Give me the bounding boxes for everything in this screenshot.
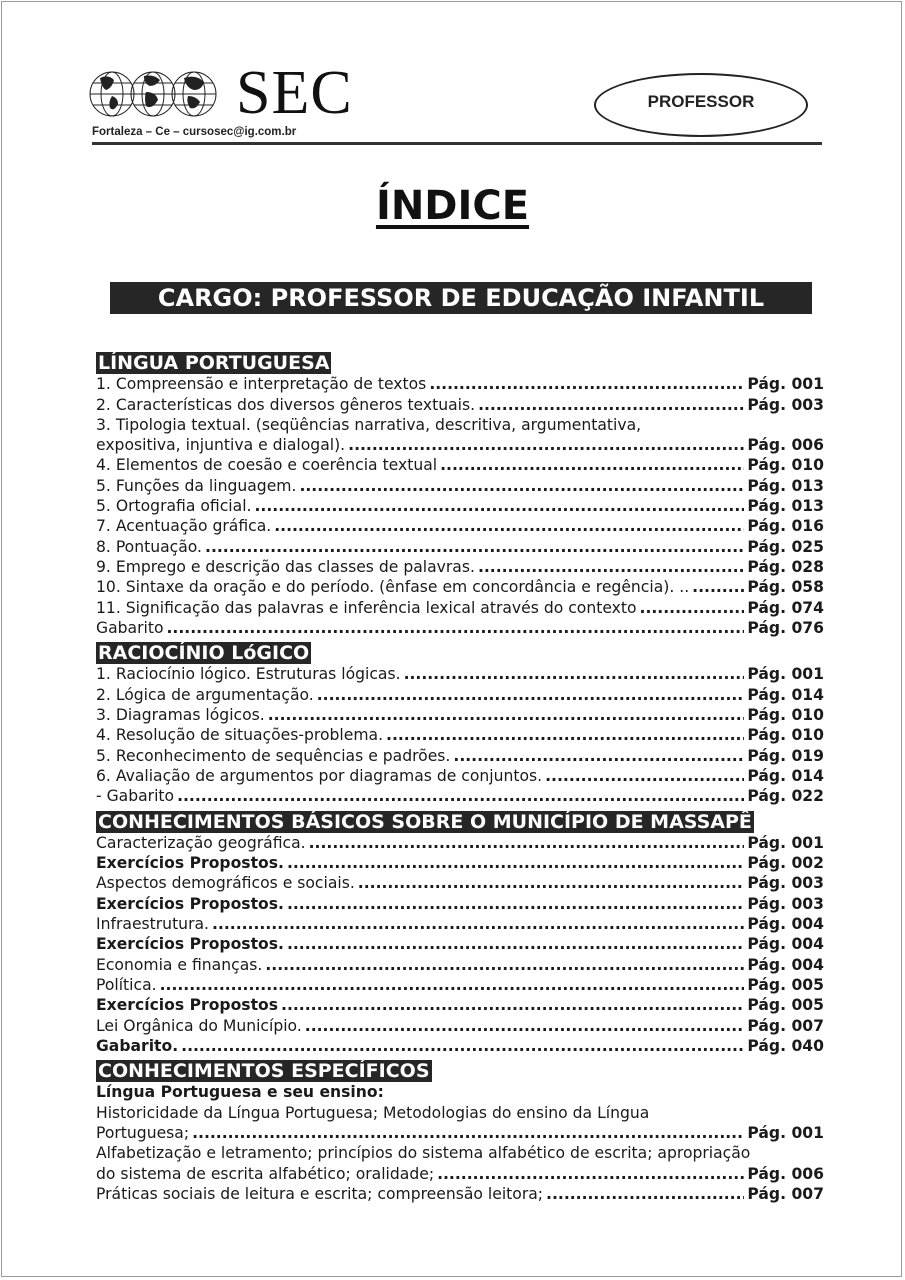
section-subheading: Língua Portuguesa e seu ensino: [96,1083,384,1102]
toc-entry-label: Portuguesa; [96,1123,190,1142]
page-title: ÍNDICE [375,183,530,229]
toc-entry-label: Política. [96,975,157,994]
toc-entry [96,435,824,455]
dot-leader [299,476,744,496]
toc-entry [96,537,824,557]
dot-leader [309,833,745,853]
toc-entry-label: 2. Características dos diversos gêneros textuais. [96,395,476,414]
toc-entry [96,894,824,914]
toc-line: Alfabetização e letramento; princípios do sistema alfabético de escrita; apropriação [96,1144,751,1163]
toc-entry-label: 2. Lógica de argumentação. [96,685,314,704]
toc-entry-page: Pág. 022 [747,787,824,806]
toc-entry-page: Pág. 006 [747,1164,824,1183]
toc-entry-label: 1. Raciocínio lógico. Estruturas lógicas. [96,665,401,684]
header-divider [92,142,822,145]
toc-entry [96,833,824,853]
toc-entry-page: Pág. 007 [747,1184,824,1203]
dot-leader [212,914,744,934]
toc-entry-label: - Gabarito [96,787,175,806]
toc-entry-label: 3. Diagramas lógicos. [96,706,265,725]
toc-entry-page: Pág. 001 [747,1123,824,1142]
toc-entry-label: 1. Compreensão e interpretação de textos [96,375,427,394]
toc-entry-page: Pág. 003 [747,395,824,414]
section-heading: CONHECIMENTOS BÁSICOS SOBRE O MUNICÍPIO DE MASSAPÊ [98,810,752,833]
contact-info: Fortaleza – Ce – cursosec@ig.com.br [92,126,297,138]
section-heading: CONHECIMENTOS ESPECÍFICOS [98,1060,430,1083]
toc-entry-page: Pág. 005 [747,975,824,994]
toc-entry-page: Pág. 028 [747,557,824,576]
toc-entry-page: Pág. 003 [747,874,824,893]
toc-entry [96,685,824,705]
toc-entry-label: 7. Acentuação gráfica. [96,517,272,536]
toc-entry-page: Pág. 013 [747,476,824,495]
toc-line: 3. Tipologia textual. (seqüências narrativa, descritiva, argumentativa, [96,415,642,434]
toc-entry [96,618,824,638]
toc-entry-page: Pág. 004 [747,915,824,934]
toc-entry-label: 8. Pontuação. [96,537,203,556]
cargo-banner: CARGO: PROFESSOR DE EDUCAÇÃO INFANTIL [110,282,812,314]
toc-line: Historicidade da Língua Portuguesa; Metodologias do ensino da Língua [96,1103,650,1122]
toc-entry [96,395,824,415]
dot-leader [167,618,745,638]
toc-entry-page: Pág. 019 [747,746,824,765]
dot-leader [255,496,745,516]
toc-entry [96,746,824,766]
toc-entry [96,557,824,577]
toc-entry-page: Pág. 040 [747,1036,824,1055]
toc-entry-page: Pág. 058 [747,578,824,597]
toc-entry-page: Pág. 025 [747,537,824,556]
toc-entry-page: Pág. 001 [747,665,824,684]
toc-entry-label: Gabarito [96,618,164,637]
toc-entry [96,873,824,893]
toc-entry-label: Lei Orgânica do Município. [96,1016,302,1035]
dot-leader [348,435,744,455]
toc-entry-page: Pág. 010 [747,726,824,745]
toc-entry [96,725,824,745]
dot-leader [317,685,745,705]
dot-leader [205,537,744,557]
dot-leader [358,873,745,893]
toc-entry [96,476,824,496]
brand-name: SEC [236,59,353,127]
toc-entry [96,598,824,618]
toc-entry [96,705,824,725]
dot-leader [453,746,744,766]
dot-leader [478,557,744,577]
toc-entry [96,664,824,684]
toc-entry [96,577,824,597]
toc-entry-label: Práticas sociais de leitura e escrita; compreensão leitora; [96,1184,544,1203]
toc-entry [96,934,824,954]
toc-entry-label: Economia e finanças. [96,955,263,974]
toc-entry-page: Pág. 002 [747,854,824,873]
dot-leader [181,1036,744,1056]
toc-entry [96,1184,824,1204]
toc-entry-page: Pág. 007 [747,1016,824,1035]
dot-leader [692,577,744,597]
table-of-contents [96,348,824,1204]
dot-leader [640,598,745,618]
toc-entry [96,1036,824,1056]
toc-entry-label: 9. Emprego e descrição das classes de palavras. [96,557,475,576]
toc-entry [96,786,824,806]
toc-entry [96,1123,824,1143]
dot-leader [281,995,744,1015]
toc-entry-label: 5. Ortografia oficial. [96,497,252,516]
toc-entry-page: Pág. 004 [747,955,824,974]
toc-entry-label: 5. Funções da linguagem. [96,476,297,495]
toc-entry-label: 4. Elementos de coesão e coerência textual [96,456,438,475]
dot-leader [404,664,745,684]
dot-leader [265,955,744,975]
toc-entry-label: do sistema de escrita alfabético; oralidade; [96,1164,435,1183]
toc-entry [96,766,824,786]
dot-leader [274,516,744,536]
toc-entry-label: Exercícios Propostos. [96,935,284,954]
dot-leader [160,975,745,995]
toc-entry [96,914,824,934]
toc-entry-label: Exercícios Propostos. [96,854,284,873]
toc-entry [96,955,824,975]
toc-entry [96,496,824,516]
toc-entry-label: 5. Reconhecimento de sequências e padrões. [96,746,451,765]
toc-entry-label: Exercícios Propostos [96,996,279,1015]
dot-leader [429,374,744,394]
dot-leader [177,786,744,806]
toc-entry-label: 10. Sintaxe da oração e do período. (ênfase em concordância e regência). .. [96,578,690,597]
toc-entry [96,516,824,536]
dot-leader [287,894,744,914]
dot-leader [386,725,744,745]
toc-entry-label: 6. Avaliação de argumentos por diagramas de conjuntos. [96,766,543,785]
dot-leader [287,934,744,954]
dot-leader [192,1123,744,1143]
toc-entry-label: Infraestrutura. [96,915,209,934]
section-heading: RACIOCÍNIO LóGICO [98,642,310,665]
toc-entry-label: Aspectos demográficos e sociais. [96,874,355,893]
toc-entry-label: 11. Significação das palavras e inferência lexical através do contexto [96,598,637,617]
toc-entry [96,1164,824,1184]
toc-entry-page: Pág. 005 [747,996,824,1015]
professor-badge: PROFESSOR [594,73,808,137]
toc-entry-page: Pág. 001 [747,833,824,852]
toc-entry [96,975,824,995]
dot-leader [478,395,744,415]
toc-entry-page: Pág. 010 [747,456,824,475]
toc-entry-page: Pág. 074 [747,598,824,617]
globe-logo-icon [88,64,218,124]
dot-leader [440,455,744,475]
toc-entry [96,1016,824,1036]
toc-entry-label: 4. Resolução de situações-problema. [96,726,384,745]
toc-entry-page: Pág. 014 [747,766,824,785]
toc-entry-page: Pág. 014 [747,685,824,704]
toc-entry-page: Pág. 006 [747,436,824,455]
toc-entry-page: Pág. 076 [747,618,824,637]
dot-leader [287,853,744,873]
dot-leader [437,1164,744,1184]
toc-entry [96,455,824,475]
toc-entry-page: Pág. 010 [747,706,824,725]
toc-entry [96,853,824,873]
section-heading: LÍNGUA PORTUGUESA [98,352,330,374]
dot-leader [268,705,745,725]
dot-leader [305,1016,745,1036]
toc-entry-page: Pág. 004 [747,935,824,954]
dot-leader [546,1184,744,1204]
toc-entry-label: Exercícios Propostos. [96,894,284,913]
toc-entry-page: Pág. 013 [747,497,824,516]
toc-entry-label: Gabarito. [96,1036,179,1055]
toc-entry-page: Pág. 001 [747,375,824,394]
toc-entry-page: Pág. 016 [747,517,824,536]
toc-entry [96,374,824,394]
dot-leader [545,766,744,786]
toc-entry [96,995,824,1015]
toc-entry-label: Caracterização geográfica. [96,833,306,852]
toc-entry-page: Pág. 003 [747,894,824,913]
toc-entry-label: expositiva, injuntiva e dialogal). [96,436,346,455]
